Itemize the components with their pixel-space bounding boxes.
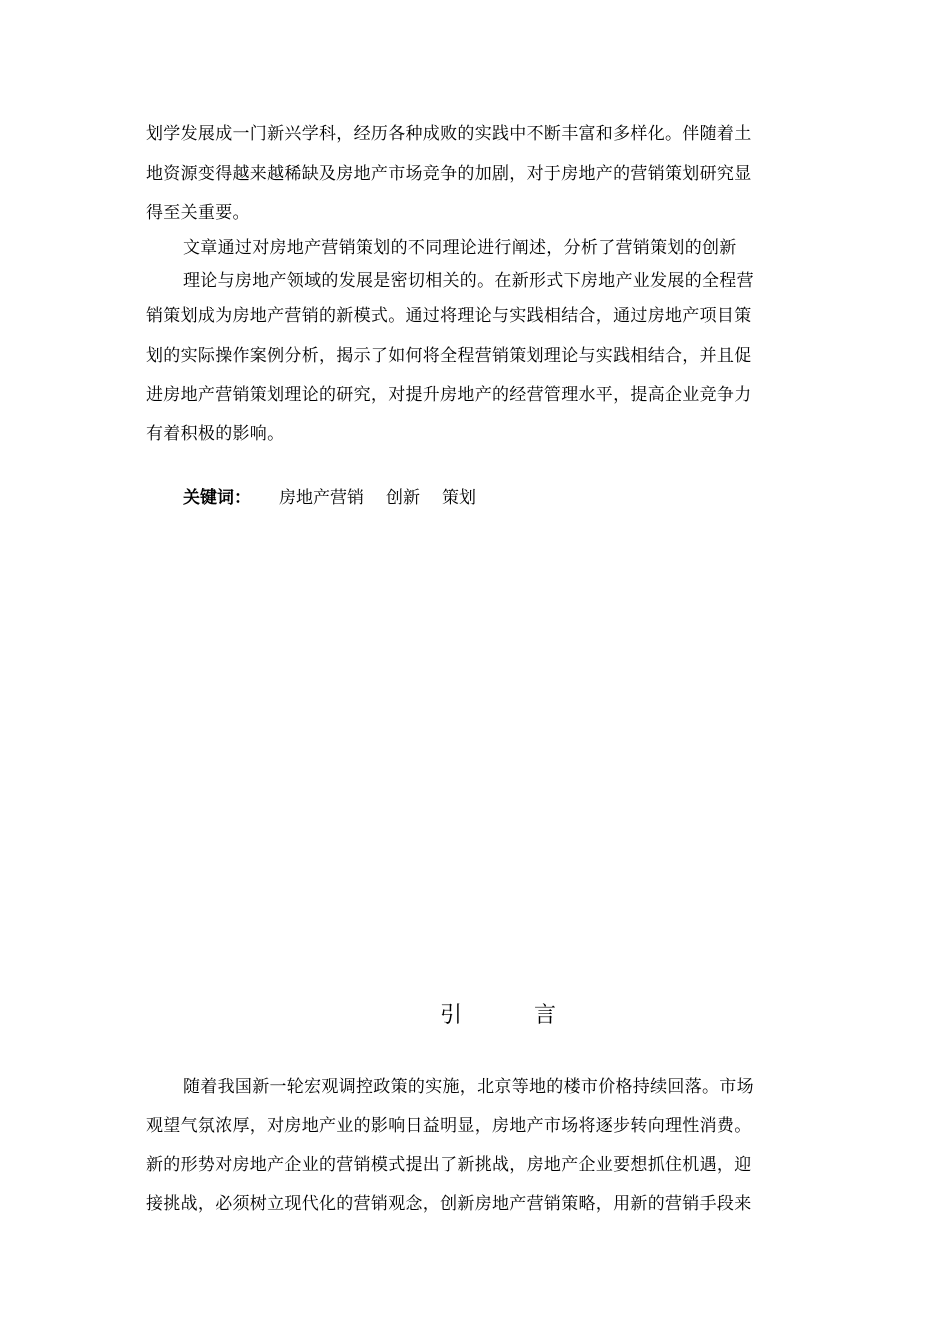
- keywords-row: [183, 488, 476, 508]
- abstract-line: 划的实际操作案例分析，揭示了如何将全程营销策划理论与实践相结合，并且促: [146, 346, 752, 366]
- intro-line: 接挑战，必须树立现代化的营销观念，创新房地产营销策略，用新的营销手段来: [146, 1194, 752, 1214]
- abstract-line: 理论与房地产领域的发展是密切相关的。在新形式下房地产业发展的全程营: [183, 271, 754, 291]
- intro-line: 随着我国新一轮宏观调控政策的实施，北京等地的楼市价格持续回落。市场: [183, 1077, 754, 1097]
- abstract-line: 划学发展成一门新兴学科，经历各种成败的实践中不断丰富和多样化。伴随着土: [146, 124, 752, 144]
- abstract-line: 得至关重要。: [146, 203, 250, 223]
- section-heading: [440, 1003, 556, 1029]
- heading-char: 引: [440, 1003, 463, 1028]
- intro-line: 新的形势对房地产企业的营销模式提出了新挑战，房地产企业要想抓住机遇，迎: [146, 1155, 752, 1175]
- keywords-label: 关键词：: [183, 488, 251, 508]
- abstract-line: 销策划成为房地产营销的新模式。通过将理论与实践相结合，通过房地产项目策: [146, 306, 752, 326]
- abstract-line: 地资源变得越来越稀缺及房地产市场竞争的加剧，对于房地产的营销策划研究显: [146, 164, 752, 184]
- abstract-line: 有着积极的影响。: [146, 424, 285, 444]
- keyword-item: 创新: [386, 488, 420, 508]
- keyword-item: 房地产营销: [279, 488, 364, 508]
- abstract-line: 进房地产营销策划理论的研究，对提升房地产的经营管理水平，提高企业竞争力: [146, 385, 752, 405]
- intro-line: 观望气氛浓厚，对房地产业的影响日益明显，房地产市场将逐步转向理性消费。: [146, 1116, 752, 1136]
- abstract-line: 文章通过对房地产营销策划的不同理论进行阐述，分析了营销策划的创新: [183, 238, 737, 258]
- heading-char: 言: [534, 1003, 557, 1028]
- keyword-item: 策划: [442, 488, 476, 508]
